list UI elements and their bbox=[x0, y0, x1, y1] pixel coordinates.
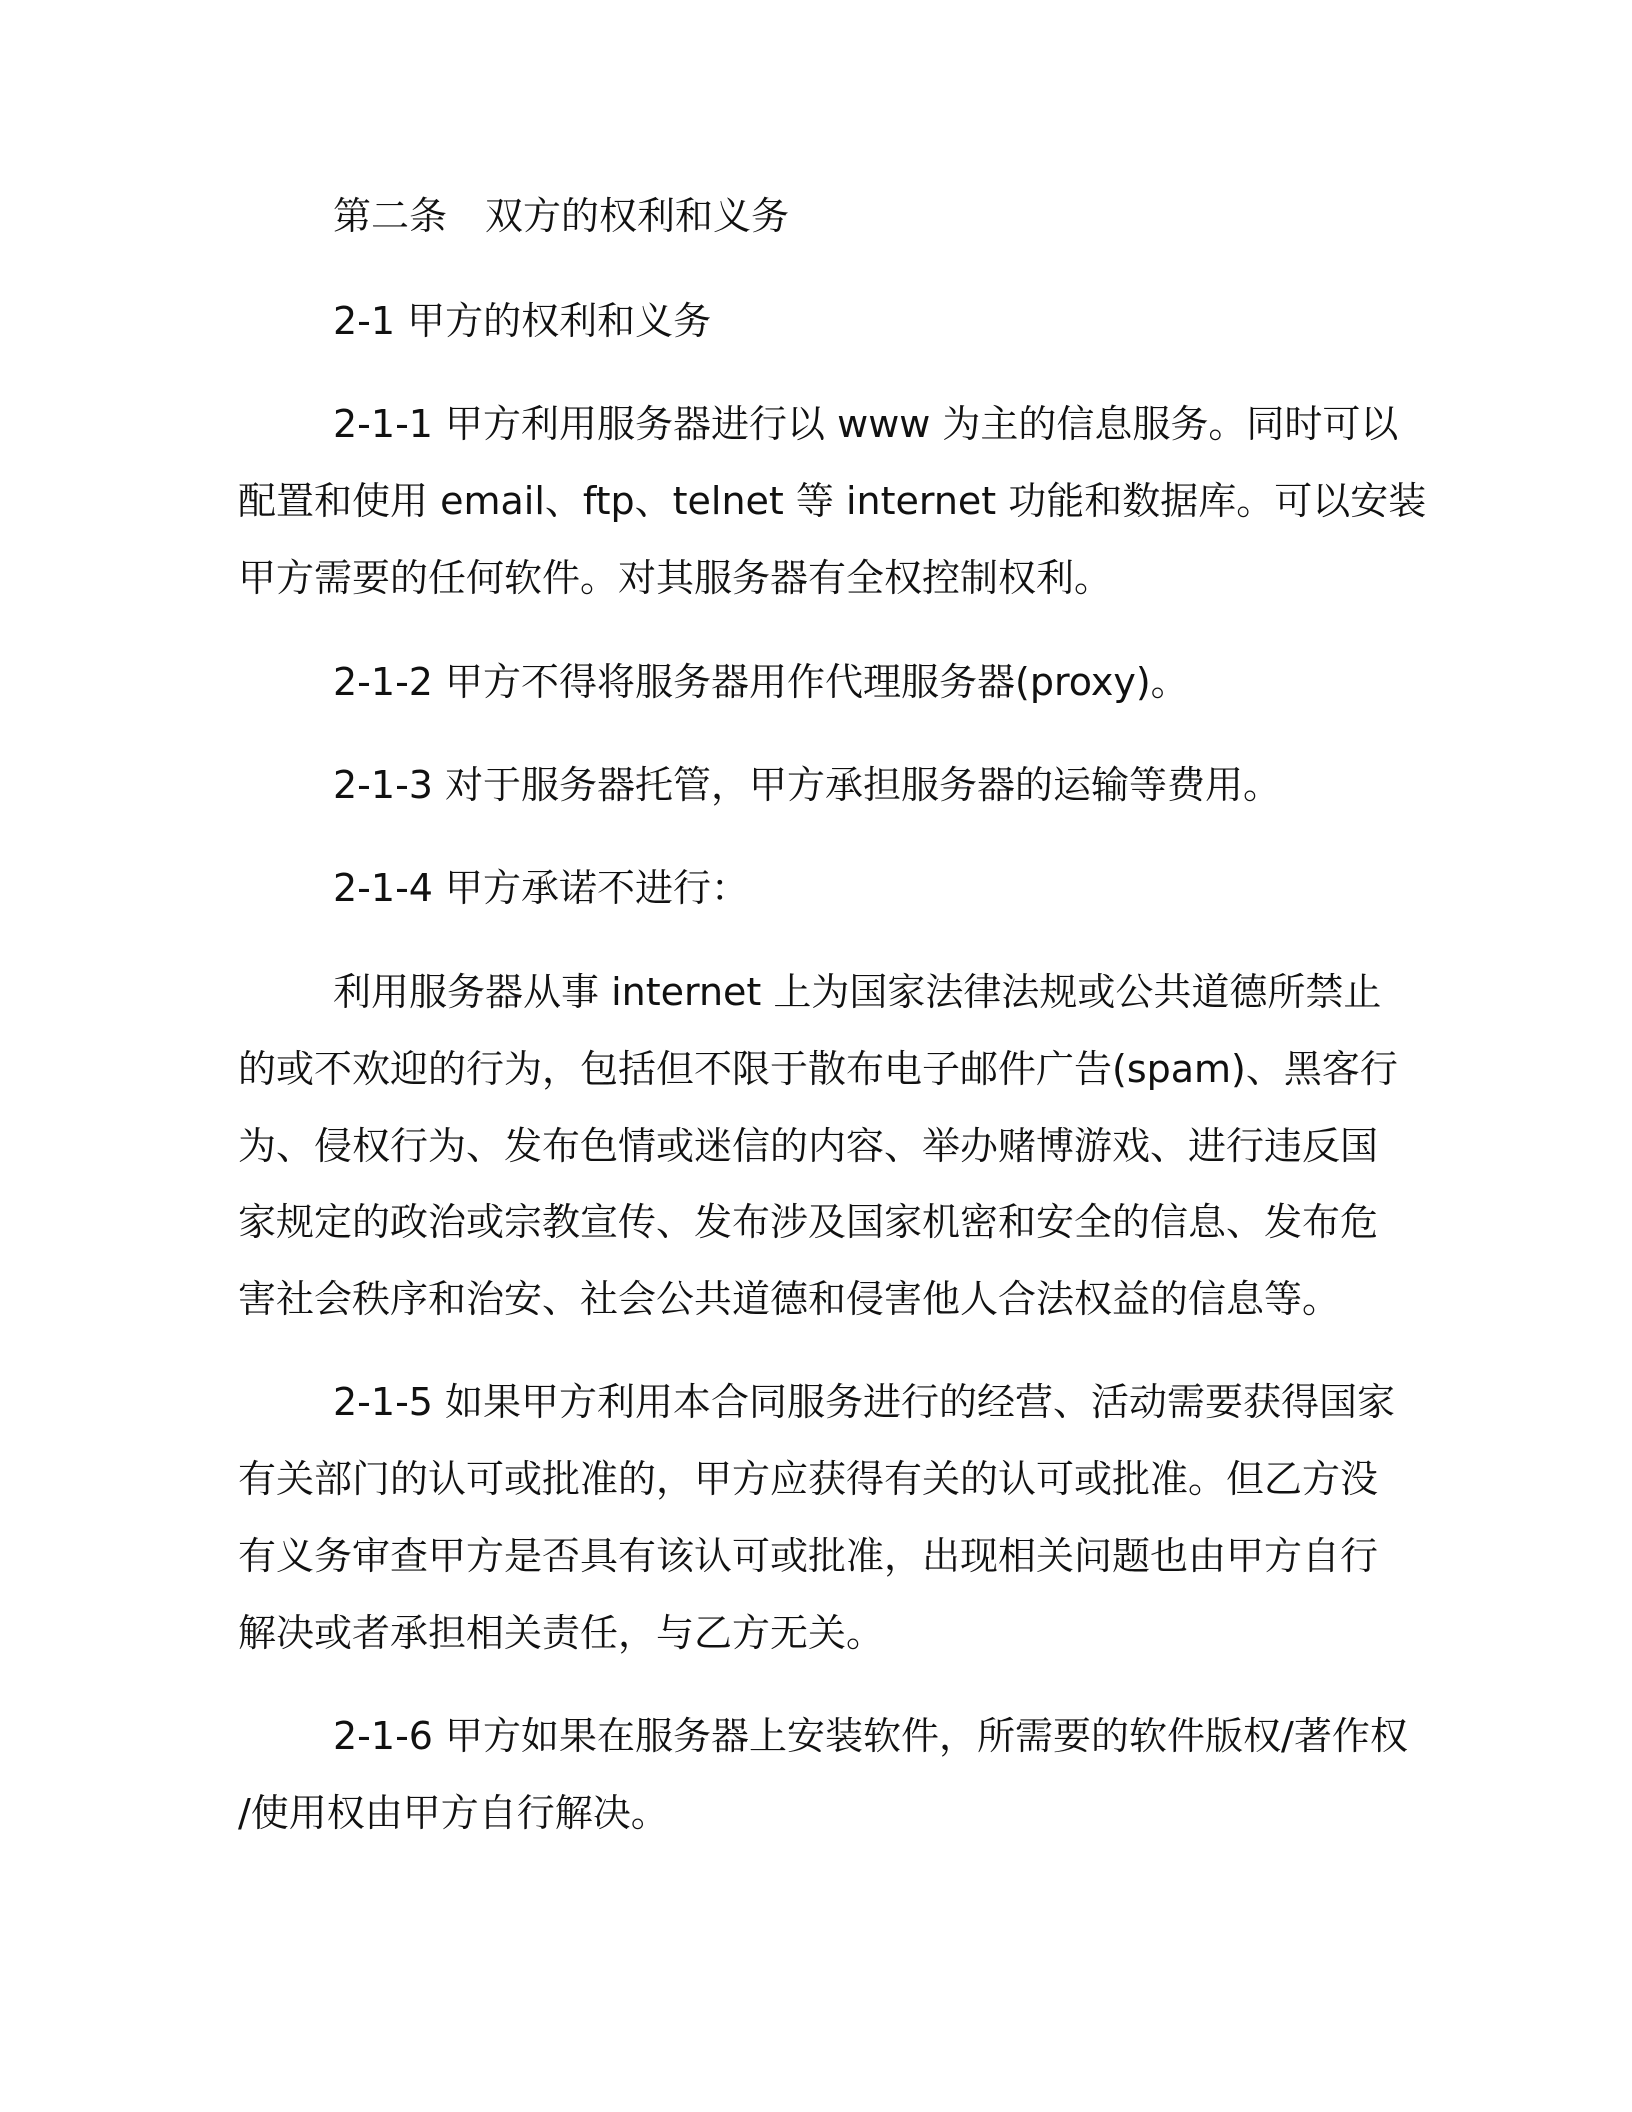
article-heading: 第二条 双方的权利和义务 bbox=[333, 194, 790, 238]
paragraph-line: 的或不欢迎的行为，包括但不限于散布电子邮件广告(spam)、黑客行 bbox=[238, 1047, 1398, 1091]
paragraph-line: 配置和使用 email、ftp、telnet 等 internet 功能和数据库。可以安装 bbox=[238, 479, 1427, 523]
paragraph-line: 2-1-5 如果甲方利用本合同服务进行的经营、活动需要获得国家 bbox=[333, 1380, 1396, 1424]
paragraph-line: 2-1-6 甲方如果在服务器上安装软件，所需要的软件版权/著作权 bbox=[333, 1714, 1408, 1758]
paragraph-line: /使用权由甲方自行解决。 bbox=[238, 1791, 669, 1835]
clause-2-1-2: 2-1-2 甲方不得将服务器用作代理服务器(proxy)。 bbox=[333, 660, 1189, 704]
paragraph-line: 有义务审查甲方是否具有该认可或批准，出现相关问题也由甲方自行 bbox=[238, 1534, 1379, 1578]
paragraph-line: 害社会秩序和治安、社会公共道德和侵害他人合法权益的信息等。 bbox=[238, 1277, 1341, 1321]
paragraph-line: 2-1-1 甲方利用服务器进行以 www 为主的信息服务。同时可以 bbox=[333, 402, 1399, 446]
paragraph-line: 利用服务器从事 internet 上为国家法律法规或公共道德所禁止 bbox=[333, 970, 1382, 1014]
section-heading-2-1: 2-1 甲方的权利和义务 bbox=[333, 299, 712, 343]
clause-2-1-4: 2-1-4 甲方承诺不进行： bbox=[333, 866, 750, 910]
paragraph-line: 解决或者承担相关责任，与乙方无关。 bbox=[238, 1611, 885, 1655]
clause-2-1-3: 2-1-3 对于服务器托管，甲方承担服务器的运输等费用。 bbox=[333, 763, 1282, 807]
paragraph-line: 有关部门的认可或批准的，甲方应获得有关的认可或批准。但乙方没 bbox=[238, 1457, 1379, 1501]
paragraph-line: 家规定的政治或宗教宣传、发布涉及国家机密和安全的信息、发布危 bbox=[238, 1200, 1379, 1244]
paragraph-line: 为、侵权行为、发布色情或迷信的内容、举办赌博游戏、进行违反国 bbox=[238, 1124, 1379, 1168]
paragraph-line: 甲方需要的任何软件。对其服务器有全权控制权利。 bbox=[238, 556, 1113, 600]
